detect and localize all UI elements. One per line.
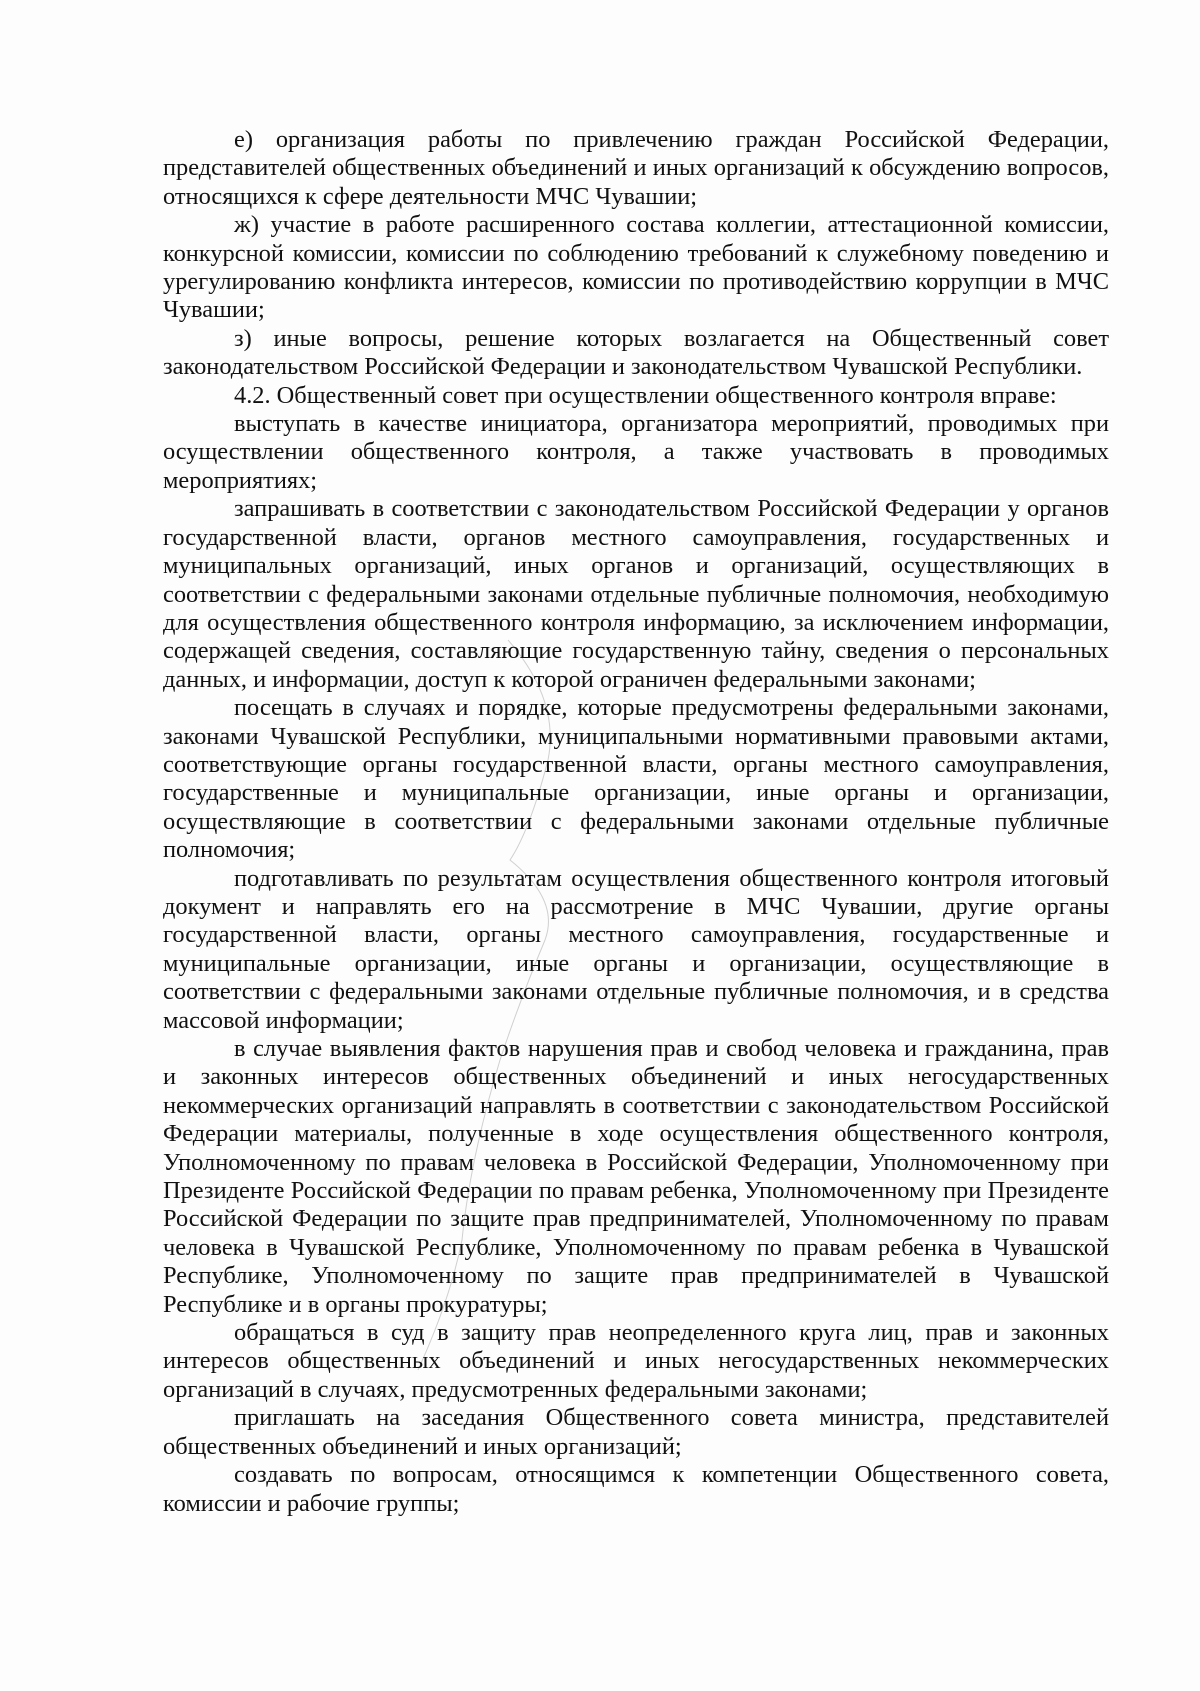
paragraph-final-document: подготавливать по результатам осуществления общественного контроля итоговый документ и направлять его на рассмотрение в МЧС Чувашии, другие органы государственной власти, органы местного самоуправления, государственные и муниципальные организации, иные органы и организации, осуществляющие в соответствии с федеральными законами отдельные публичные полномочия, и в средства массовой информации; xyxy=(163,864,1109,1034)
paragraph-4-2: 4.2. Общественный совет при осуществлении общественного контроля вправе: xyxy=(234,381,1057,409)
paragraph-initiator: выступать в качестве инициатора, организатора мероприятий, проводимых при осуществлении общественного контроля, а также участвовать в проводимых мероприятиях; xyxy=(163,410,1109,494)
paragraph-z: з) иные вопросы, решение которых возлагается на Общественный совет законодательством Российской Федерации и законодательством Чувашской Республики. xyxy=(163,324,1109,381)
paragraph-commissions: создавать по вопросам, относящимся к компетенции Общественного совета, комиссии и рабочие группы; xyxy=(163,1461,1109,1517)
paragraph-e: е) организация работы по привлечению граждан Российской Федерации, представителей общественных объединений и иных организаций к обсуждению вопросов, относящихся к сфере деятельности МЧС Чувашии; xyxy=(163,126,1109,210)
paragraph-request-info: запрашивать в соответствии с законодательством Российской Федерации у органов государственной власти, органов местного самоуправления, государственных и муниципальных организаций, иных органов и организаций, осуществляющих в соответствии с федеральными законами отдельные публичные полномочия, необходимую для осуществления общественного контроля информацию, за исключением информации, содержащей сведения, составляющие государственную тайну, сведения о персональных данных, и информации, доступ к которой ограничен федеральными законами; xyxy=(163,495,1109,693)
paragraph-court: обращаться в суд в защиту прав неопределенного круга лиц, прав и законных интересов общественных объединений и иных негосударственных некоммерческих организаций в случаях, предусмотренных федеральными законами; xyxy=(163,1319,1109,1403)
paragraph-zh: ж) участие в работе расширенного состава коллегии, аттестационной комиссии, конкурсной комиссии, комиссии по соблюдению требований к служебному поведению и урегулированию конфликта интересов, комиссии по противодействию коррупции в МЧС Чувашии; xyxy=(163,211,1109,324)
document-text xyxy=(163,126,1109,1518)
paragraph-invite: приглашать на заседания Общественного совета министра, представителей общественных объединений и иных организаций; xyxy=(163,1404,1109,1460)
paragraph-visit: посещать в случаях и порядке, которые предусмотрены федеральными законами, законами Чувашской Республики, муниципальными нормативными правовыми актами, соответствующие органы государственной власти, органы местного самоуправления, государственные и муниципальные организации, иные органы и организации, осуществляющие в соответствии с федеральными законами отдельные публичные полномочия; xyxy=(163,694,1109,864)
paragraph-violations: в случае выявления фактов нарушения прав и свобод человека и гражданина, прав и законных интересов общественных объединений и иных негосударственных некоммерческих организаций направлять в соответствии с законодательством Российской Федерации материалы, полученные в ходе осуществления общественного контроля, Уполномоченному по правам человека в Российской Федерации, Уполномоченному при Президенте Российской Федерации по правам ребенка, Уполномоченному при Президенте Российской Федерации по защите прав предпринимателей, Уполномоченному по правам человека в Чувашской Республике, Уполномоченному по правам ребенка в Чувашской Республике, Уполномоченному по защите прав предпринимателей в Чувашской Республике и в органы прокуратуры; xyxy=(163,1035,1109,1318)
